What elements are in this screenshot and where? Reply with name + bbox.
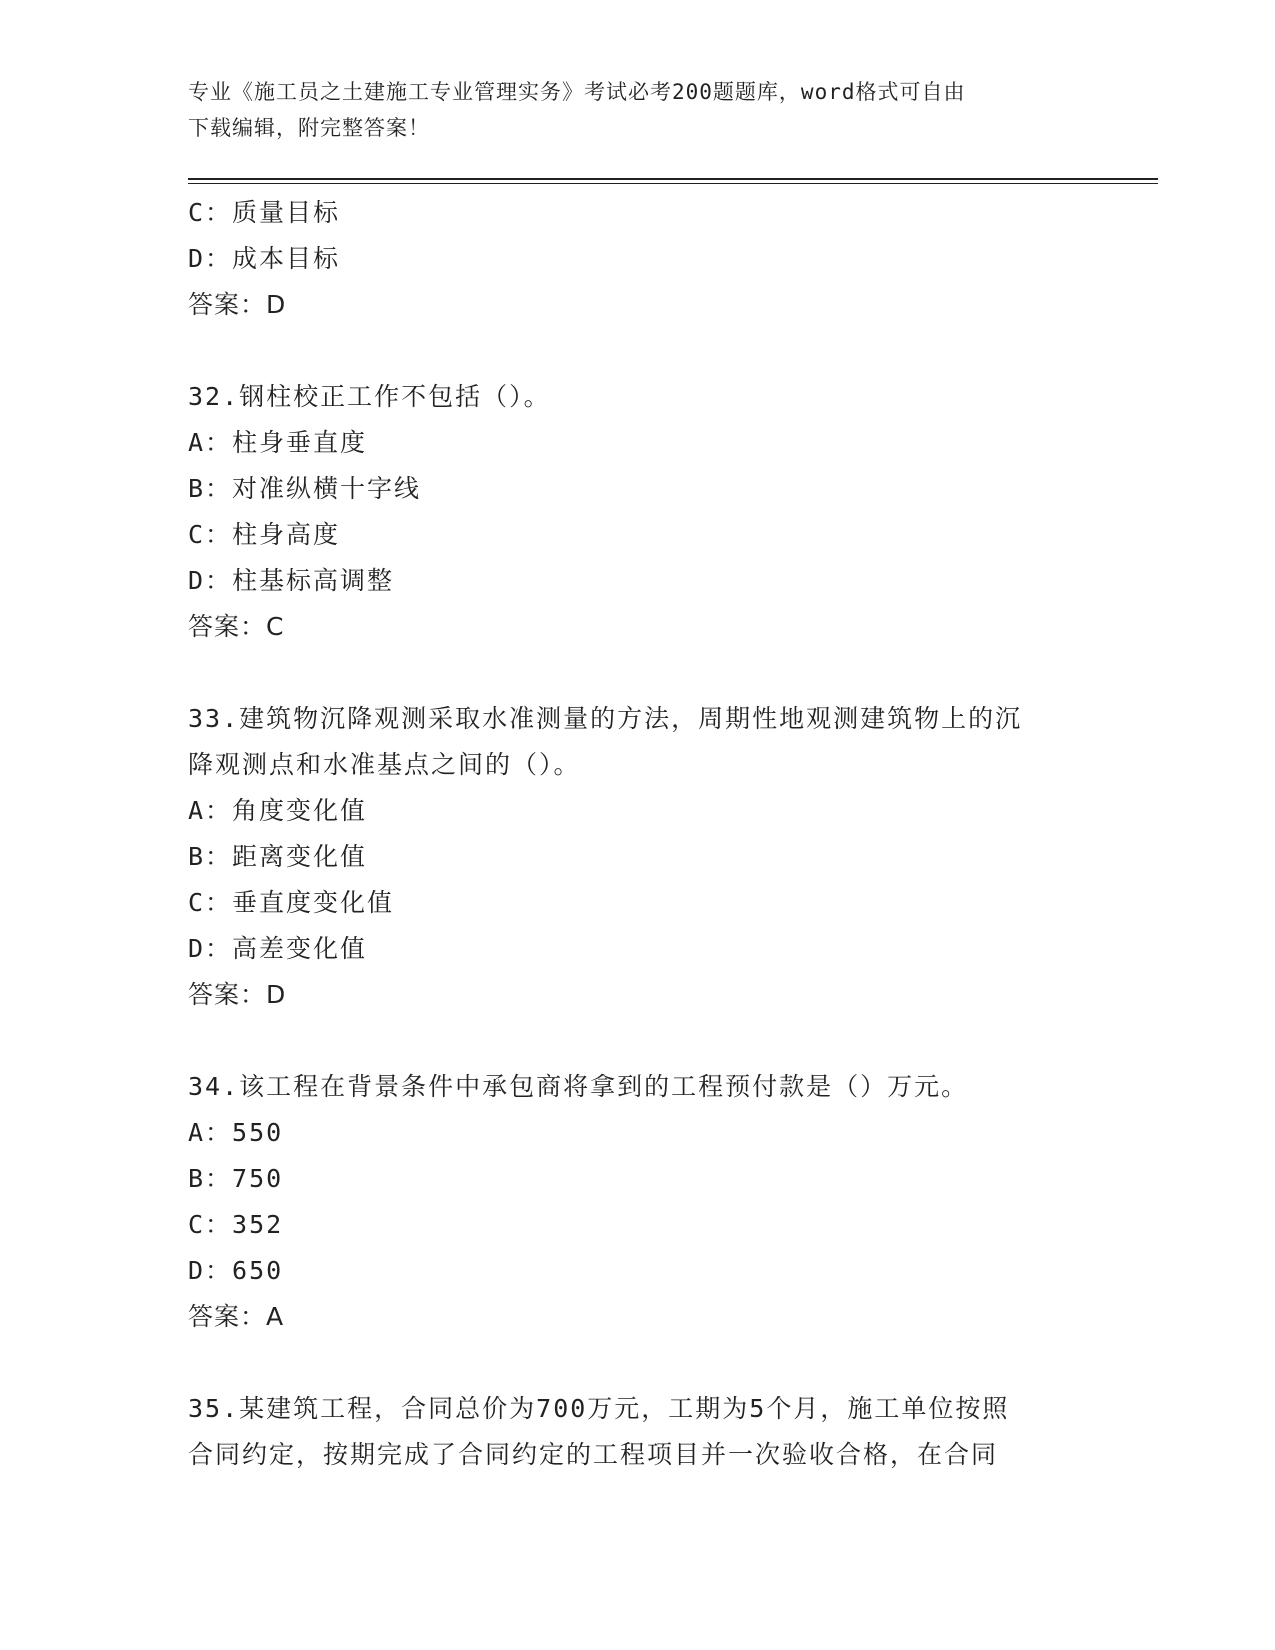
option-c: C：垂直度变化值	[188, 888, 395, 917]
question-stem: 34.该工程在背景条件中承包商将拿到的工程预付款是（）万元。	[188, 1072, 969, 1101]
question-35	[188, 1386, 1088, 1478]
option-a: A：柱身垂直度	[188, 428, 368, 457]
question-stem-line-2: 降观测点和水准基点之间的（）。	[188, 750, 581, 779]
question-stem: 32.钢柱校正工作不包括（）。	[188, 382, 551, 411]
question-34	[188, 1064, 1088, 1340]
question-31-tail	[188, 190, 1088, 328]
option-d: D：650	[188, 1256, 284, 1285]
option-c: C：柱身高度	[188, 520, 341, 549]
option-a: A：角度变化值	[188, 796, 368, 825]
document-header	[188, 74, 1088, 146]
header-line-2: 下载编辑，附完整答案！	[188, 116, 430, 140]
header-divider-thin	[188, 183, 1158, 184]
question-stem-line-1: 33.建筑物沉降观测采取水准测量的方法，周期性地观测建筑物上的沉	[188, 704, 1023, 733]
question-32	[188, 374, 1088, 650]
option-b: B：对准纵横十字线	[188, 474, 422, 503]
question-list	[188, 190, 1088, 1478]
header-line-1: 专业《施工员之土建施工专业管理实务》考试必考200题题库，word格式可自由	[188, 80, 966, 104]
answer: 答案：C	[188, 612, 285, 641]
question-stem-line-2: 合同约定，按期完成了合同约定的工程项目并一次验收合格，在合同	[188, 1440, 999, 1469]
answer: 答案：D	[188, 290, 287, 319]
answer: 答案：D	[188, 980, 287, 1009]
option-a: A：550	[188, 1118, 284, 1147]
option-d: D：柱基标高调整	[188, 566, 395, 595]
option-c: C：352	[188, 1210, 284, 1239]
question-33	[188, 696, 1088, 1018]
document-page	[188, 0, 1158, 1650]
option-c: C：质量目标	[188, 198, 341, 227]
option-b: B：750	[188, 1164, 284, 1193]
option-d: D：成本目标	[188, 244, 341, 273]
question-stem-line-1: 35.某建筑工程，合同总价为700万元，工期为5个月，施工单位按照	[188, 1394, 1010, 1423]
header-divider-thick	[188, 178, 1158, 180]
option-b: B：距离变化值	[188, 842, 368, 871]
option-d: D：高差变化值	[188, 934, 368, 963]
answer: 答案：A	[188, 1302, 285, 1331]
